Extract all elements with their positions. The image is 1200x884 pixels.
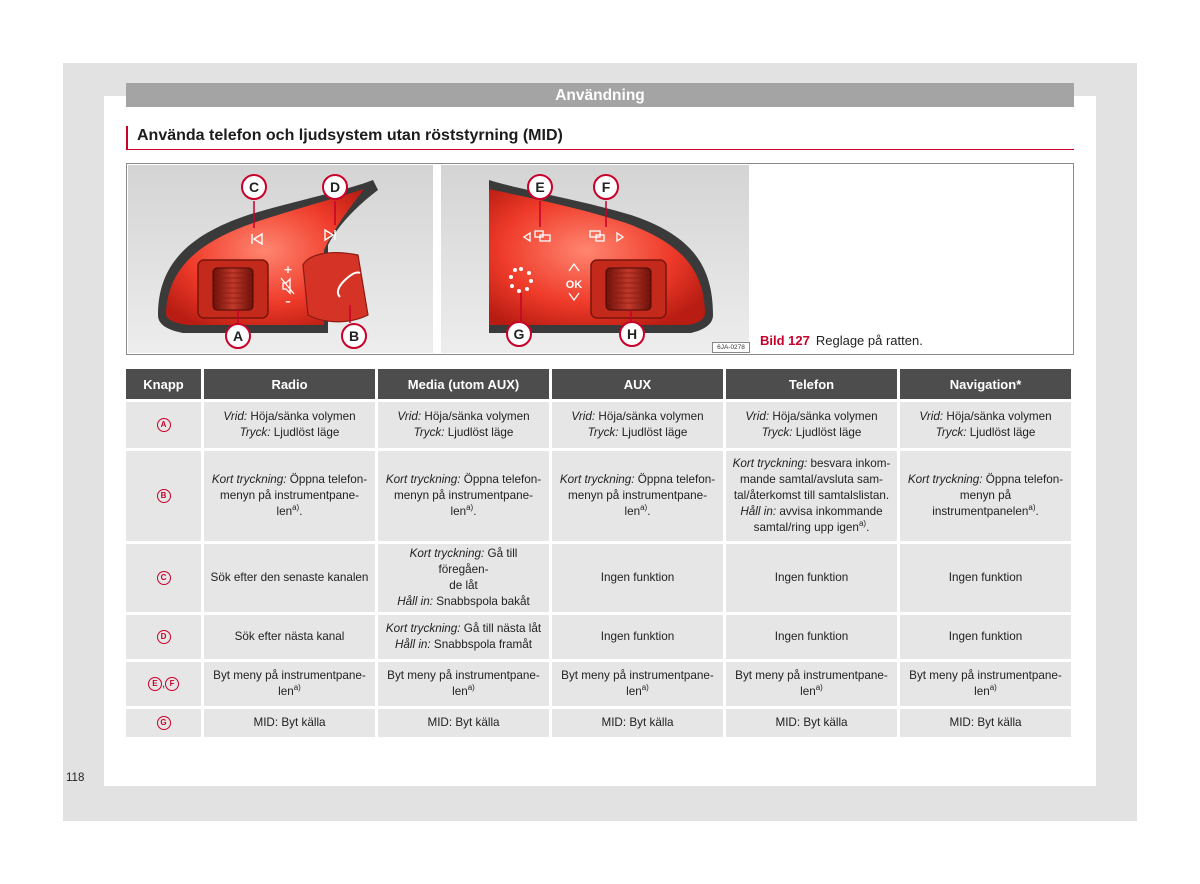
footnote-marker: a) <box>989 683 997 693</box>
table-header-row <box>126 369 1071 399</box>
cell-line <box>558 715 717 731</box>
function-cell <box>900 402 1071 448</box>
function-cell <box>726 662 897 706</box>
cell-line <box>732 668 891 684</box>
cell-line <box>732 504 891 520</box>
cell-text: Byt meny på instrumentpane- <box>735 669 888 682</box>
action-label: Vrid: <box>571 410 596 423</box>
cell-line <box>210 504 369 520</box>
button-key-badge: D <box>157 630 171 644</box>
cell-line <box>384 578 543 594</box>
cell-line <box>210 488 369 504</box>
cell-text: Sök efter nästa kanal <box>234 630 345 643</box>
cell-text: Gå till föregåen- <box>438 547 521 576</box>
footnote-marker: a) <box>466 503 474 513</box>
footnote-marker: a) <box>858 519 867 529</box>
footnote-marker: a) <box>1028 503 1036 513</box>
function-cell <box>552 709 723 737</box>
figure-number: Bild 127 <box>760 333 810 348</box>
cell-text: Ljudlöst läge <box>444 426 514 439</box>
cell-line <box>210 472 369 488</box>
cell-text: tal/återkomst till samtalslistan. <box>733 489 890 502</box>
left-spoke-illustration <box>128 165 433 353</box>
cell-text: menyn på instrumentpane- <box>567 489 708 502</box>
cell-text: MID: Byt källa <box>601 716 674 729</box>
ok-label: OK <box>565 279 583 291</box>
cell-text: len <box>624 505 641 518</box>
header-radio: Radio <box>204 369 375 399</box>
function-cell <box>378 544 549 612</box>
cell-punctuation: . <box>299 505 303 518</box>
action-label: Kort tryckning: <box>211 473 287 486</box>
header-telefon: Telefon <box>726 369 897 399</box>
figure-code: 6JA-0278 <box>712 342 750 353</box>
cell-line <box>384 546 543 578</box>
figure-caption-text: Reglage på ratten. <box>815 333 923 348</box>
cell-text: MID: Byt källa <box>253 716 326 729</box>
footnote-marker: a) <box>467 683 475 693</box>
action-label: Håll in: <box>740 505 777 518</box>
header-aux: AUX <box>552 369 723 399</box>
cell-text: menyn på instrumentpane- <box>219 489 360 502</box>
plus-label: + <box>283 263 293 276</box>
cell-line <box>210 425 369 441</box>
callout-a: A <box>232 328 244 344</box>
action-label: Tryck: <box>935 426 967 439</box>
cell-text: Höja/sänka volymen <box>943 410 1052 423</box>
callout-f: F <box>601 179 611 195</box>
function-cell <box>900 662 1071 706</box>
function-cell <box>378 451 549 541</box>
cell-line <box>384 425 543 441</box>
table-row <box>126 544 1071 612</box>
cell-line <box>558 425 717 441</box>
cell-line <box>732 570 891 586</box>
action-label: Kort tryckning: <box>409 547 485 560</box>
callout-b: B <box>348 328 360 344</box>
function-cell <box>552 402 723 448</box>
cell-line <box>732 456 891 472</box>
key-cell <box>126 402 201 448</box>
function-cell <box>726 451 897 541</box>
cell-line <box>558 472 717 488</box>
action-label: Tryck: <box>413 426 445 439</box>
footnote-marker: a) <box>641 683 649 693</box>
button-key-badge: G <box>157 716 171 730</box>
cell-text: Öppna telefon- <box>286 473 368 486</box>
cell-line <box>732 409 891 425</box>
function-cell <box>726 615 897 659</box>
cell-line <box>732 425 891 441</box>
cell-line <box>906 629 1065 645</box>
cell-line <box>210 570 369 586</box>
cell-text: Byt meny på instrumentpane- <box>213 669 366 682</box>
cell-text: len <box>800 685 816 698</box>
cell-line <box>558 629 717 645</box>
footnote-marker: a) <box>292 503 300 513</box>
cell-text: len <box>276 505 293 518</box>
cell-line <box>558 684 717 700</box>
cell-text: Ingen funktion <box>600 630 675 643</box>
right-spoke-illustration <box>441 165 749 353</box>
cell-text: Ingen funktion <box>600 571 675 584</box>
cell-line <box>558 409 717 425</box>
action-label: Tryck: <box>587 426 619 439</box>
cell-text: Höja/sänka volymen <box>421 410 530 423</box>
function-cell <box>204 709 375 737</box>
function-cell <box>378 402 549 448</box>
cell-line <box>558 488 717 504</box>
cell-line <box>384 409 543 425</box>
button-key-badge: E <box>148 677 162 691</box>
cell-text: besvara inkom- <box>807 457 891 470</box>
function-cell <box>204 544 375 612</box>
cell-text: menyn på instrumentpane- <box>393 489 534 502</box>
cell-line <box>906 409 1065 425</box>
table-row <box>126 615 1071 659</box>
footnote-marker: a) <box>815 683 823 693</box>
cell-text: len <box>452 685 468 698</box>
callout-g: G <box>513 326 525 342</box>
cell-text: Snabbspola framåt <box>430 638 533 651</box>
function-cell <box>204 402 375 448</box>
function-cell <box>204 615 375 659</box>
function-cell <box>726 402 897 448</box>
cell-line <box>210 668 369 684</box>
cell-text: Öppna telefon- <box>982 473 1064 486</box>
callout-d: D <box>329 179 341 195</box>
cell-line <box>384 715 543 731</box>
cell-line <box>732 684 891 700</box>
action-label: Vrid: <box>919 410 944 423</box>
header-knapp: Knapp <box>126 369 201 399</box>
function-cell <box>378 662 549 706</box>
cell-line <box>906 425 1065 441</box>
cell-text: mande samtal/avsluta sam- <box>740 473 883 486</box>
cell-line <box>384 637 543 653</box>
cell-text: samtal/ring upp igen <box>753 521 859 534</box>
function-cell <box>900 709 1071 737</box>
cell-punctuation: . <box>647 505 651 518</box>
button-key-badge: F <box>165 677 179 691</box>
function-cell <box>552 615 723 659</box>
cell-text: len <box>278 685 294 698</box>
cell-line <box>906 715 1065 731</box>
action-label: Håll in: <box>397 595 433 608</box>
cell-text: Höja/sänka volymen <box>595 410 704 423</box>
cell-line <box>384 684 543 700</box>
cell-line <box>732 488 891 504</box>
function-cell <box>726 544 897 612</box>
cell-text: len <box>450 505 467 518</box>
function-cell <box>900 544 1071 612</box>
footnote-marker: a) <box>640 503 648 513</box>
button-key-badge: A <box>157 418 171 432</box>
header-navigation: Navigation* <box>900 369 1071 399</box>
cell-text: menyn på instrumentpanelen <box>932 489 1029 518</box>
cell-text: MID: Byt källa <box>775 716 848 729</box>
cell-line <box>558 570 717 586</box>
cell-line <box>384 488 543 504</box>
key-cell <box>126 709 201 737</box>
cell-text: Gå till nästa låt <box>460 622 542 635</box>
cell-line <box>384 621 543 637</box>
action-label: Vrid: <box>745 410 770 423</box>
key-cell <box>126 544 201 612</box>
function-cell <box>552 662 723 706</box>
cell-punctuation: . <box>866 521 870 534</box>
cell-punctuation: . <box>473 505 477 518</box>
cell-line <box>384 472 543 488</box>
action-label: Tryck: <box>761 426 793 439</box>
cell-punctuation: . <box>1035 505 1039 518</box>
action-label: Håll in: <box>394 638 431 651</box>
action-label: Kort tryckning: <box>732 457 808 470</box>
cell-line <box>384 504 543 520</box>
key-cell <box>126 451 201 541</box>
action-label: Kort tryckning: <box>385 473 461 486</box>
action-label: Vrid: <box>223 410 248 423</box>
cell-text: Ingen funktion <box>948 571 1023 584</box>
function-cell <box>378 615 549 659</box>
cell-text: Byt meny på instrumentpane- <box>561 669 714 682</box>
cell-line <box>558 504 717 520</box>
cell-text: Höja/sänka volymen <box>769 410 878 423</box>
function-cell <box>726 709 897 737</box>
cell-text: Öppna telefon- <box>460 473 542 486</box>
cell-text: MID: Byt källa <box>949 716 1022 729</box>
table-row <box>126 709 1071 737</box>
key-separator: , <box>161 677 166 690</box>
page-heading: Använda telefon och ljudsystem utan röststyrning (MID) <box>126 126 1074 150</box>
action-label: Kort tryckning: <box>385 622 461 635</box>
cell-text: Höja/sänka volymen <box>247 410 356 423</box>
cell-text: len <box>974 685 990 698</box>
cell-text: de låt <box>449 579 478 592</box>
function-cell <box>378 709 549 737</box>
cell-line <box>384 594 543 610</box>
header-media: Media (utom AUX) <box>378 369 549 399</box>
button-key-badge: C <box>157 571 171 585</box>
cell-text: Ingen funktion <box>948 630 1023 643</box>
action-label: Tryck: <box>239 426 271 439</box>
key-cell <box>126 662 201 706</box>
cell-text: Öppna telefon- <box>634 473 716 486</box>
cell-line <box>732 520 891 536</box>
cell-text: Ingen funktion <box>774 571 849 584</box>
function-cell <box>552 544 723 612</box>
cell-line <box>210 684 369 700</box>
figure-steering-controls <box>126 163 1074 355</box>
cell-line <box>384 668 543 684</box>
footnote-marker: a) <box>293 683 301 693</box>
cell-line <box>558 668 717 684</box>
cell-line <box>906 570 1065 586</box>
minus-label: – <box>285 295 291 308</box>
function-cell <box>900 615 1071 659</box>
cell-line <box>906 488 1065 520</box>
callout-h: H <box>626 326 638 342</box>
button-key-badge: B <box>157 489 171 503</box>
key-cell <box>126 615 201 659</box>
table-row <box>126 662 1071 706</box>
cell-text: avvisa inkommande <box>776 505 883 518</box>
cell-line <box>210 715 369 731</box>
cell-text: Ingen funktion <box>774 630 849 643</box>
cell-text: Sök efter den senaste kanalen <box>210 571 369 584</box>
cell-line <box>210 629 369 645</box>
table-row <box>126 451 1071 541</box>
function-cell <box>204 451 375 541</box>
cell-line <box>732 715 891 731</box>
function-cell <box>204 662 375 706</box>
cell-text: Ljudlöst läge <box>792 426 862 439</box>
cell-text: Ljudlöst läge <box>966 426 1036 439</box>
action-label: Kort tryckning: <box>907 473 983 486</box>
cell-text: Byt meny på instrumentpane- <box>387 669 540 682</box>
controls-table <box>123 366 1074 740</box>
function-cell <box>552 451 723 541</box>
callout-e: E <box>535 179 545 195</box>
cell-text: Ljudlöst läge <box>618 426 688 439</box>
cell-line <box>210 409 369 425</box>
callout-c: C <box>248 179 260 195</box>
cell-line <box>906 668 1065 684</box>
cell-text: Ljudlöst läge <box>270 426 340 439</box>
function-cell <box>900 451 1071 541</box>
cell-line <box>906 684 1065 700</box>
cell-line <box>732 472 891 488</box>
cell-text: Snabbspola bakåt <box>432 595 530 608</box>
cell-text: len <box>626 685 642 698</box>
page-number: 118 <box>66 772 85 784</box>
cell-text: Byt meny på instrumentpane- <box>909 669 1062 682</box>
cell-line <box>906 472 1065 488</box>
section-title: Användning <box>126 83 1074 107</box>
cell-text: MID: Byt källa <box>427 716 500 729</box>
action-label: Kort tryckning: <box>559 473 635 486</box>
table-row <box>126 402 1071 448</box>
action-label: Vrid: <box>397 410 422 423</box>
figure-caption <box>760 333 923 348</box>
cell-line <box>732 629 891 645</box>
